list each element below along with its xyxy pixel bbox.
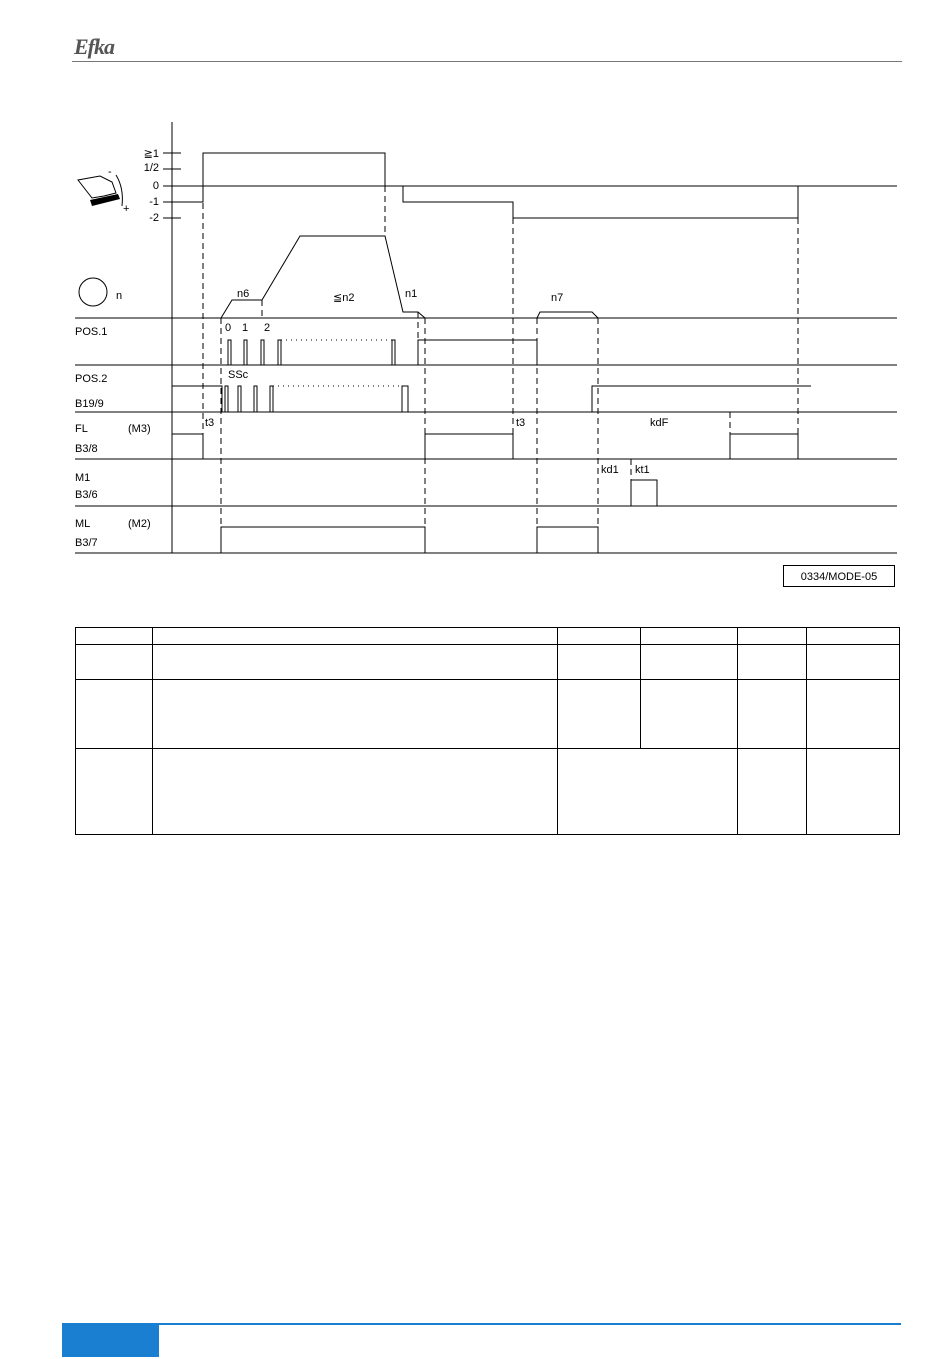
pos1-pulses <box>228 340 537 365</box>
pedal-level-0: 0 <box>152 180 159 192</box>
row-label-b19: B19/9 <box>75 398 104 410</box>
t3-label-1: t3 <box>205 417 215 429</box>
row-label-pos2: POS.2 <box>75 373 108 385</box>
ml-trace-2 <box>537 527 598 553</box>
fl-trace-3 <box>730 434 798 459</box>
motor-speed-icon <box>79 278 107 306</box>
diagram-reference: 0334/MODE-05 <box>783 565 895 587</box>
speed-label-n7: n7 <box>551 292 564 304</box>
pedal-minus-sign: - <box>108 166 112 178</box>
pos2-trace <box>172 386 222 412</box>
pos-count-2: 2 <box>264 322 271 334</box>
row-separators <box>75 186 897 553</box>
row-label-ml: ML <box>75 518 91 530</box>
table-row <box>76 749 900 835</box>
pedal-level-minus2: -2 <box>149 212 159 224</box>
row-label-pos1: POS.1 <box>75 326 108 338</box>
t3-label-2: t3 <box>516 417 526 429</box>
speed-trace-2 <box>537 312 598 318</box>
row-label-b38: B3/8 <box>75 443 98 455</box>
pos2-trace-2 <box>592 386 811 412</box>
pedal-icon <box>78 175 122 206</box>
pedal-level-minus1: -1 <box>149 196 159 208</box>
table-row <box>76 645 900 680</box>
speed-label-n6: n6 <box>237 288 250 300</box>
speed-label-n1: n1 <box>405 288 418 300</box>
table-row <box>76 680 900 749</box>
pedal-plus-sign: + <box>123 203 130 215</box>
row-label-m1: M1 <box>75 472 91 484</box>
ml-trace <box>221 527 425 553</box>
footer-page-block <box>62 1323 159 1357</box>
row-label-b37: B3/7 <box>75 537 98 549</box>
parameter-table <box>75 627 900 835</box>
pedal-level-half: 1/2 <box>143 162 159 174</box>
row-label-m2: (M2) <box>128 518 151 530</box>
speed-symbol: n <box>116 290 123 302</box>
pos2-pulses <box>225 386 408 412</box>
ssc-label: SSc <box>228 369 249 381</box>
table-header-row <box>76 628 900 645</box>
dashed-guides <box>203 153 798 553</box>
fl-trace-2 <box>425 434 513 459</box>
row-label-m3: (M3) <box>128 423 151 435</box>
timing-diagram <box>0 0 950 600</box>
kdf-label: kdF <box>650 417 669 429</box>
row-label-b36: B3/6 <box>75 489 98 501</box>
fl-trace <box>172 434 203 459</box>
footer-rule <box>62 1323 901 1325</box>
efka-logo: Efka <box>74 34 114 59</box>
pos-count-0: 0 <box>225 322 232 334</box>
row-label-fl: FL <box>75 423 88 435</box>
kd1-label: kd1 <box>601 464 619 476</box>
speed-trace-1 <box>221 236 425 318</box>
speed-label-n2: ≦n2 <box>333 292 355 304</box>
pos-count-1: 1 <box>242 322 249 334</box>
kt1-label: kt1 <box>635 464 650 476</box>
pedal-level-1: ≧1 <box>143 148 159 160</box>
m1-trace <box>631 480 657 506</box>
